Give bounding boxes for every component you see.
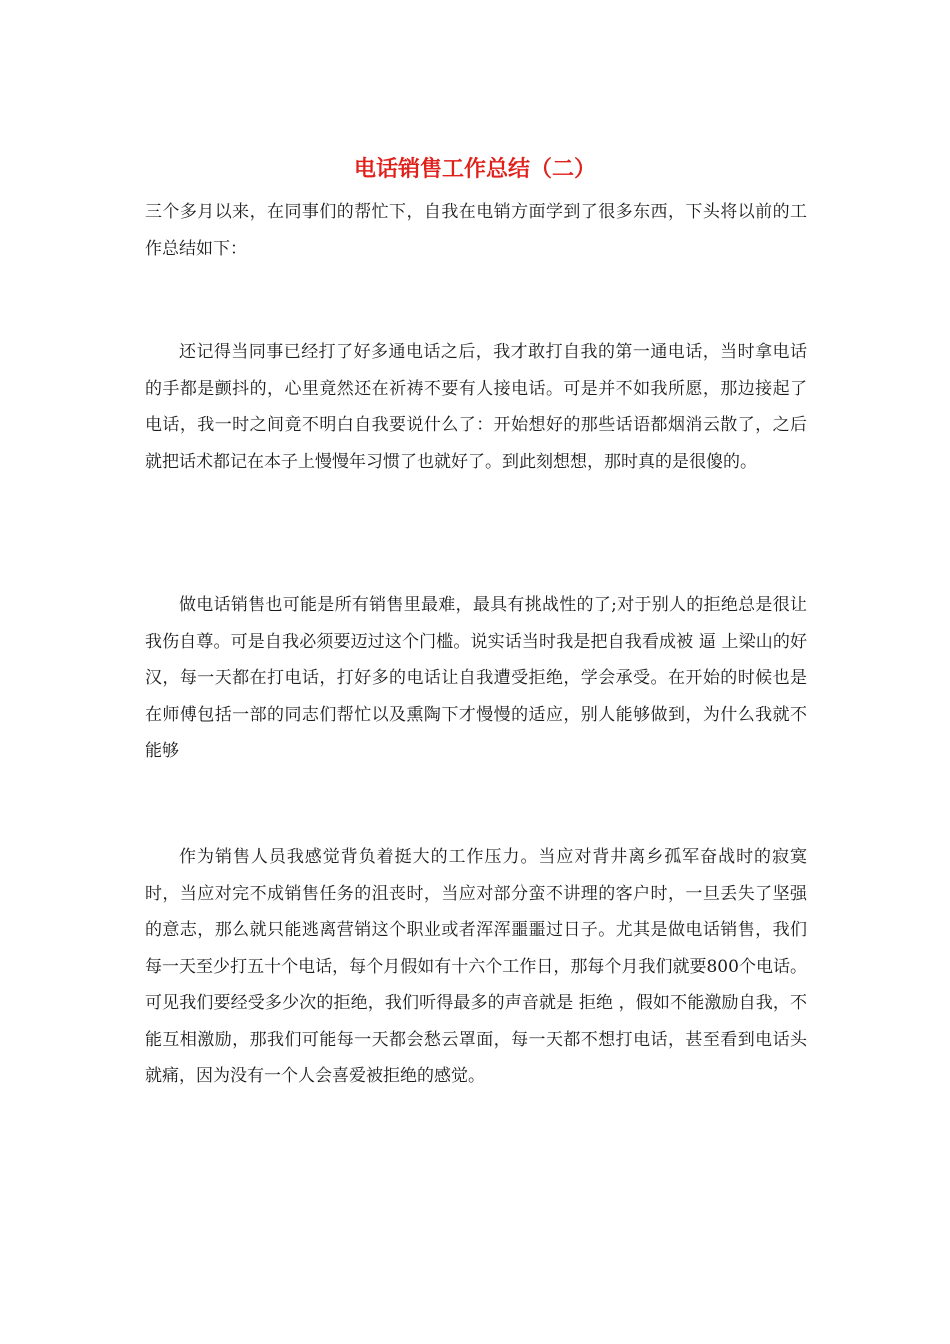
document-title: 电话销售工作总结（二） [353, 156, 596, 182]
paragraph-first-call: 还记得当同事已经打了好多通电话之后，我才敢打自我的第一通电话，当时拿电话的手都是颤抖的，心里竟然还在祈祷不要有人接电话。可是并不如我所愿，那边接起了电话，我一时之间竟不明白自我要说什么了：开始想好的那些话语都烟消云散了，之后就把话术都记在本子上慢慢年习惯了也就好了。到此刻想想，那时真的是很傻的。 [145, 342, 807, 472]
paragraph-challenge: 做电话销售也可能是所有销售里最难，最具有挑战性的了;对于别人的拒绝总是很让我伤自尊。可是自我必须要迈过这个门槛。说实话当时我是把自我看成被 逼 上梁山的好汉，每一天都在打电话，打好多的电话让自我遭受拒绝，学会承受。在开始的时候也是在师傅包括一部的同志们帮忙以及熏陶下才慢慢的适应，别人能够做到，为什么我就不能够 [145, 595, 807, 761]
paragraph-pressure: 作为销售人员我感觉背负着挺大的工作压力。当应对背井离乡孤军奋战时的寂寞时，当应对完不成销售任务的沮丧时，当应对部分蛮不讲理的客户时，一旦丢失了坚强的意志，那么就只能逃离营销这个职业或者浑浑噩噩过日子。尤其是做电话销售，我们每一天至少打五十个电话，每个月假如有十六个工作日，那每个月我们就要800个电话。可见我们要经受多少次的拒绝，我们听得最多的声音就是 拒绝 ，假如不能激励自我，不能互相激励，那我们可能每一天都会愁云罩面，每一天都不想打电话，甚至看到电话头就痛，因为没有一个人会喜爱被拒绝的感觉。 [145, 847, 807, 1086]
paragraph-intro: 三个多月以来，在同事们的帮忙下，自我在电销方面学到了很多东西，下头将以前的工作总结如下： [145, 202, 807, 259]
